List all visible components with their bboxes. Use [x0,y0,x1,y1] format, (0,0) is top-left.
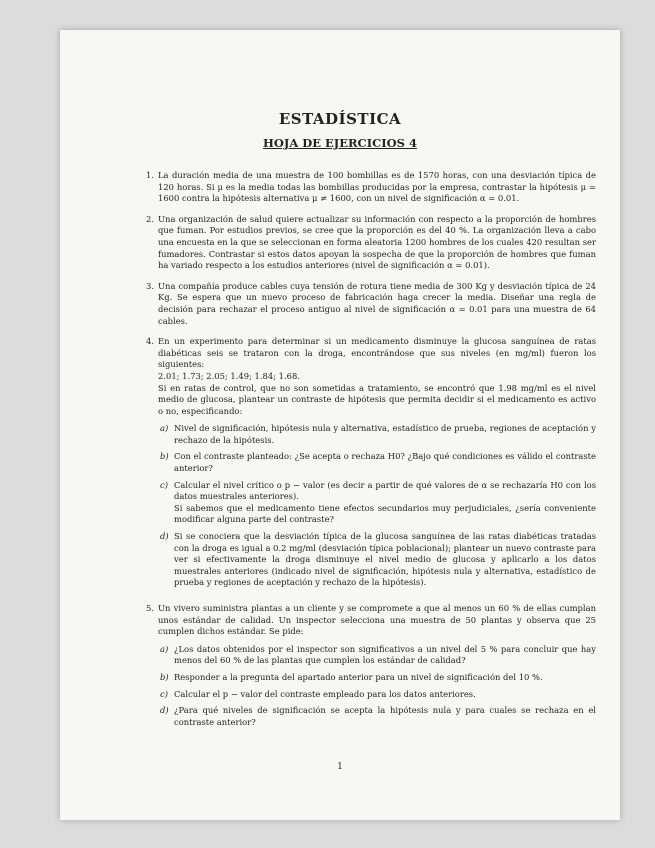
subitem-label: a) [160,423,169,434]
subitem-c [160,480,596,526]
exercise-4 [146,336,596,594]
subitem-text: Responder a la pregunta del apartado anterior para un nivel de significación del 10 %. [174,671,543,682]
exercise-2 [146,214,596,272]
subitem-label: c) [160,479,168,490]
subitem-c [160,689,596,701]
subitem-text: Calcular el nivel crítico o p − valor (es decir a partir de qué valores de α se rechazaría H0 con los datos muestrales anteriores). [174,479,596,502]
subitem-label: d) [160,705,169,716]
subitem-text: Si se conociera que la desviación típica de la glucosa sanguínea de las ratas diabéticas tratadas con la droga es igual a 0.2 mg/ml (desviación típica poblacional); plantear un nuevo contraste para ver si efectivamente la droga disminuye el nivel medio de glucosa y aplicarlo a los datos muestrales anteriores (indicado nivel de significación, hipótesis nula y alternativa, estadístico de prueba y regiones de aceptación y rechazo de la hipótesis). [174,531,596,588]
exercise-5 [146,603,596,733]
subitem-a [160,644,596,667]
subitem-label: d) [160,531,169,542]
page-subtitle: HOJA DE EJERCICIOS 4 [263,136,417,150]
exercise-data-values: 2.01; 1.73; 2.05; 1.49; 1.84; 1.68. [158,370,300,381]
subitem-text: ¿Los datos obtenidos por el inspector son significativos a un nivel del 5 % para concluir que hay menos del 60 % de las plantas que cumplen los estándar de calidad? [174,643,596,666]
exercise-number: 1. [146,170,154,180]
subitem-text: Con el contraste planteado: ¿Se acepta o rechaza H0? ¿Bajo qué condiciones es válido el contraste anterior? [174,451,596,474]
exercise-text: Si en ratas de control, que no son sometidas a tratamiento, se encontró que 1.98 mg/ml es el nivel medio de glucosa, plantear un contraste de hipótesis que permita decidir si el medicamento es activo o no, especificando: [158,382,596,416]
subitem-label: a) [160,643,169,654]
exercise-number: 3. [146,280,154,291]
subitem-b [160,672,596,684]
exercise-3 [146,281,596,327]
subitem-text: Calcular el p − valor del contraste empleado para los datos anteriores. [174,688,476,699]
page-title: ESTADÍSTICA [278,110,402,128]
subitem-label: b) [160,451,169,462]
subitem-a [160,423,596,446]
subitem-label: c) [160,688,168,699]
exercise-text: Una organización de salud quiere actualizar su información con respecto a la proporción de hombres que fuman. Por estudios previos, se cree que la proporción es del 40 %. La organización lleva a cabo una encuesta en la que se seleccionan en forma aleatoria 1200 hombres de los cuales 420 resultan ser fumadores. Contrastar si estos datos apoyan la sospecha de que la proporción de hombres que fuman ha variado respecto a los estudios anteriores (nivel de significación α = 0.01). [158,213,596,271]
subitem-list [160,644,596,729]
exercise-text: Una compañía produce cables cuya tensión de rotura tiene media de 300 Kg y desviación típica de 24 Kg. Se espera que un nuevo proceso de fabricación haga crecer la media. Diseñar una regla de decisión para rechazar el proceso antiguo al nivel de significación α = 0.01 para una muestra de 64 cables. [158,280,596,326]
subitem-d [160,531,596,589]
subitem-list [160,423,596,589]
exercise-text: Un vivero suministra plantas a un cliente y se compromete a que al menos un 60 % de ellas cumplan unos estándar de calidad. Un inspector selecciona una muestra de 50 plantas y observa que 25 cumplen dichos estándar. Se pide: [158,603,596,637]
document-page [60,30,620,820]
exercise-list [146,170,596,742]
exercise-number: 5. [146,603,154,613]
page-number: 1 [337,762,343,772]
subitem-label: b) [160,671,169,682]
subitem-b [160,451,596,474]
exercise-1 [146,170,596,205]
subitem-text: ¿Para qué niveles de significación se acepta la hipótesis nula y para cuales se rechaza en el contraste anterior? [174,705,596,727]
exercise-number: 2. [146,213,154,224]
exercise-text: En un experimento para determinar si un medicamento disminuye la glucosa sanguínea de ratas diabéticas seis se trataron con la droga, encontrándose que sus niveles (en mg/ml) fueron los siguientes: [158,336,596,370]
subitem-extra-text: Si sabemos que el medicamento tiene efectos secundarios muy perjudiciales, ¿sería conveniente modificar alguna parte del contraste? [174,502,596,525]
exercise-number: 4. [146,336,154,347]
subitem-d [160,705,596,728]
exercise-text: La duración media de una muestra de 100 bombillas es de 1570 horas, con una desviación típica de 120 horas. Si μ es la media todas las bombillas producidas por la empresa, contrastar la hipótesis μ = 1600 contra la hipótesis alternativa μ ≠ 1600, con un nivel de significación α = 0.01. [158,170,596,204]
subitem-text: Nivel de significación, hipótesis nula y alternativa, estadístico de prueba, regiones de aceptación y rechazo de la hipótesis. [174,423,596,445]
